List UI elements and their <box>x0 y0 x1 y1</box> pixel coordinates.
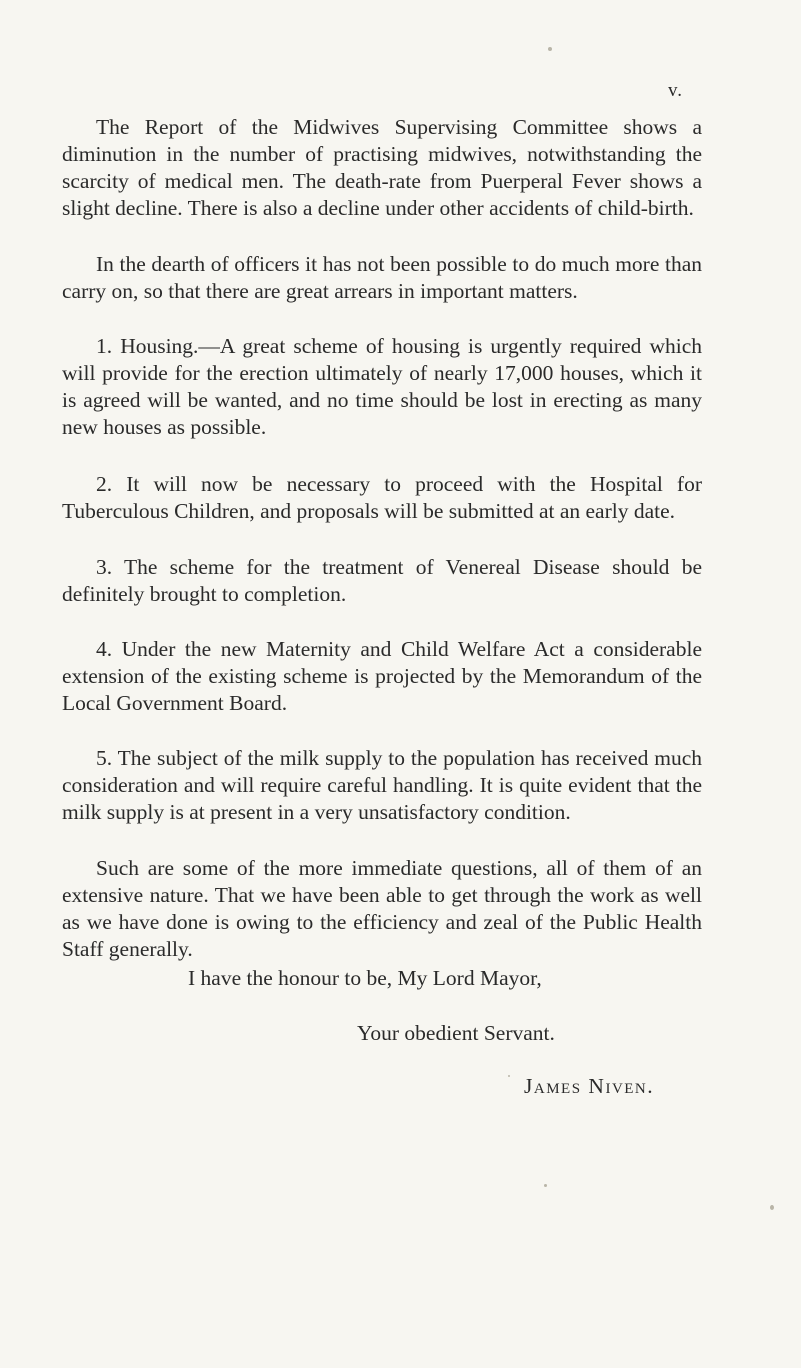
paragraph-housing: 1. Housing.—A great scheme of housing is urgently required which will provide for the erection ultimately of nearly 17,000 houses, which it is agreed will be wanted, and no time should be lost in erecting as many new houses as possible. <box>62 334 702 439</box>
paper-speck <box>548 47 552 51</box>
paragraph-venereal-disease: 3. The scheme for the treatment of Venereal Disease should be definitely brought to completion. <box>62 555 702 606</box>
paper-speck <box>508 1075 510 1077</box>
paragraph-dearth-of-officers: In the dearth of officers it has not been possible to do much more than carry on, so that there are great arrears in important matters. <box>62 252 702 303</box>
signature: James Niven. <box>524 1074 655 1098</box>
closing-servant: Your obedient Servant. <box>357 1021 555 1045</box>
paragraph-milk-supply: 5. The subject of the milk supply to the population has received much consideration and will require careful handling. It is quite evident that the milk supply is at present in a very unsatisfactory condition. <box>62 746 702 824</box>
paragraph-summary: Such are some of the more immediate questions, all of them of an extensive nature. That we have been able to get through the work as well as we have done is owing to the efficiency and zeal of the Public Health Staff generally. <box>62 856 702 961</box>
paper-speck <box>544 1184 547 1187</box>
paragraph-maternity-welfare: 4. Under the new Maternity and Child Welfare Act a considerable extension of the existing scheme is projected by the Memorandum of the Local Government Board. <box>62 637 702 715</box>
paper-speck <box>770 1205 774 1210</box>
page-number: v. <box>668 80 684 101</box>
closing-line: I have the honour to be, My Lord Mayor, <box>188 966 542 990</box>
paragraph-midwives-report: The Report of the Midwives Supervising Committee shows a diminution in the number of practising midwives, notwithstanding the scarcity of medical men. The death-rate from Puerperal Fever shows a slight decline. There is also a decline under other accidents of child-birth. <box>62 115 702 220</box>
paragraph-tuberculous-hospital: 2. It will now be necessary to proceed with the Hospital for Tuberculous Children, and proposals will be submitted at an early date. <box>62 472 702 523</box>
